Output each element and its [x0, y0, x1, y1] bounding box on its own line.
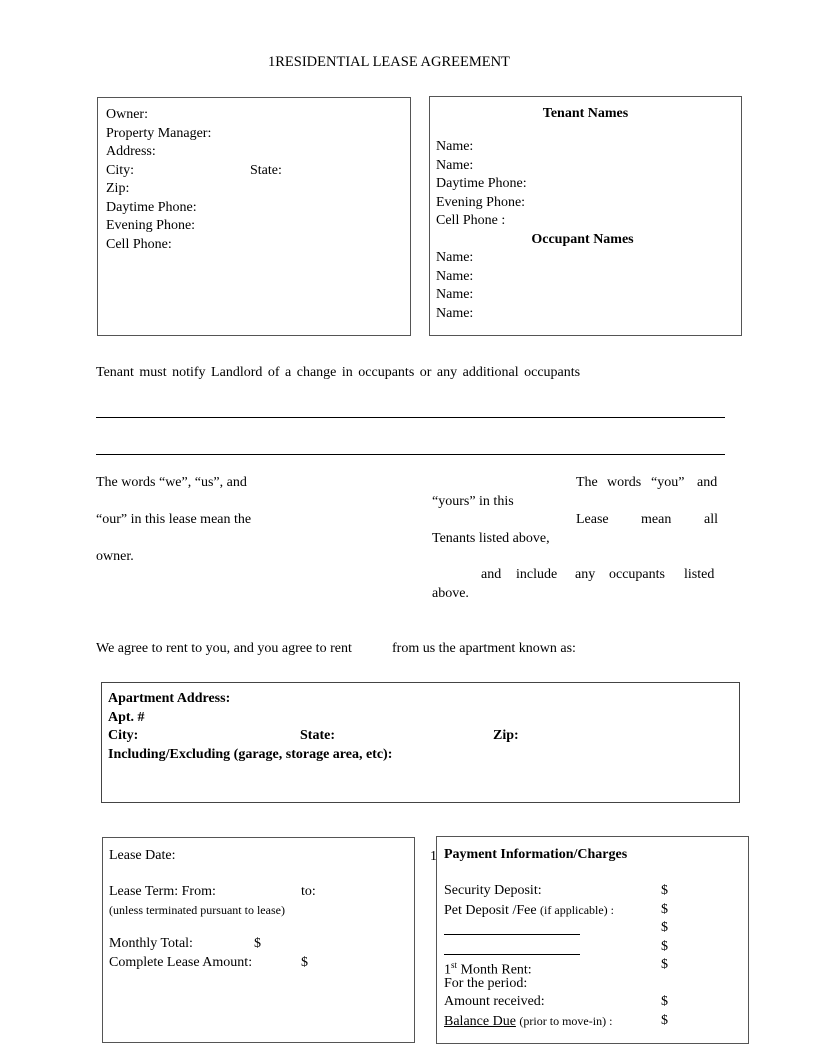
lease-date-label: Lease Date:	[109, 848, 176, 863]
lease-term-from-label: Lease Term: From:	[109, 884, 216, 899]
words-right-line-1a: The	[576, 475, 598, 490]
words-right-line-1d: and	[697, 475, 718, 490]
words-right-line-2: “yours” in this	[432, 494, 514, 509]
tenant-cell-phone-label: Cell Phone :	[436, 213, 506, 228]
words-right-line-1b: words	[607, 475, 642, 490]
words-left-line-3: owner.	[96, 549, 134, 564]
page-title: 1RESIDENTIAL LEASE AGREEMENT	[268, 54, 510, 70]
lease-info-box	[102, 837, 415, 1043]
cell-phone-label: Cell Phone:	[106, 236, 172, 252]
words-right-line-3a: Lease	[576, 512, 609, 527]
occupant-names-heading: Occupant Names	[531, 231, 634, 247]
custom-charge-line-1[interactable]	[444, 934, 580, 935]
words-right-line-5d: occupants	[609, 567, 665, 582]
words-right-line-5e: listed	[684, 567, 715, 582]
city-label: City:	[106, 162, 135, 178]
tenant-names-heading: Tenant Names	[542, 106, 629, 121]
occupant-name-3-label: Name:	[436, 287, 474, 302]
occupant-name-2-label: Name:	[436, 268, 474, 284]
words-right-line-5a: and	[481, 567, 502, 582]
payment-info-box	[436, 836, 749, 1044]
for-the-period-label: For the period:	[444, 975, 528, 991]
monthly-total-label: Monthly Total:	[109, 936, 193, 951]
address-label: Address:	[106, 144, 156, 159]
security-deposit-label: Security Deposit:	[444, 883, 542, 898]
security-deposit-dollar: $	[661, 883, 668, 898]
words-right-line-5c: any	[575, 567, 596, 582]
unless-terminated-note: (unless terminated pursuant to lease)	[109, 903, 285, 917]
words-right-line-1c: “you”	[651, 475, 685, 490]
complete-lease-dollar: $	[301, 954, 308, 970]
first-month-text: Month Rent:	[457, 962, 532, 978]
pet-deposit-note: (if applicable) :	[540, 902, 615, 917]
complete-lease-amount-label: Complete Lease Amount:	[109, 954, 253, 970]
pet-deposit-text: Pet Deposit /Fee	[444, 902, 537, 918]
tenant-info-box	[429, 96, 742, 336]
apartment-city-label: City:	[108, 728, 139, 743]
tenant-evening-phone-label: Evening Phone:	[436, 194, 526, 210]
words-right-line-3b: mean	[641, 512, 672, 527]
words-right-line-6: above.	[432, 586, 469, 601]
first-month-dollar: $	[661, 957, 668, 972]
agree-text-2: from us the apartment known as:	[392, 641, 576, 656]
words-right-line-4: Tenants listed above,	[432, 531, 550, 546]
footnote-marker: 1	[430, 849, 437, 864]
tenant-daytime-phone-label: Daytime Phone:	[436, 176, 527, 191]
custom-charge-line-2[interactable]	[444, 954, 580, 955]
apartment-zip-label: Zip:	[493, 728, 519, 743]
apartment-address-label: Apartment Address:	[108, 691, 231, 706]
balance-due-note: (prior to move-in) :	[519, 1013, 613, 1028]
occupant-name-4-label: Name:	[436, 305, 474, 321]
amount-received-label: Amount received:	[444, 994, 545, 1009]
owner-info-box	[97, 97, 411, 336]
custom-charge-1-dollar: $	[661, 920, 668, 935]
daytime-phone-label: Daytime Phone:	[106, 199, 197, 215]
occupant-name-1-label: Name:	[436, 250, 474, 265]
amount-received-dollar: $	[661, 994, 668, 1009]
custom-charge-2-dollar: $	[661, 938, 668, 954]
apartment-box	[101, 682, 740, 803]
words-left-line-2: “our” in this lease mean the	[96, 512, 252, 527]
words-right-line-5b: include	[516, 567, 558, 582]
state-label: State:	[250, 162, 282, 178]
monthly-total-dollar: $	[254, 936, 261, 951]
lease-term-to-label: to:	[301, 884, 316, 899]
apartment-state-label: State:	[300, 728, 335, 743]
words-right-line-3c: all	[704, 512, 718, 527]
pet-deposit-label	[444, 901, 614, 921]
owner-label: Owner:	[106, 107, 148, 122]
words-left-line-1: The words “we”, “us”, and	[96, 475, 247, 490]
payment-heading: Payment Information/Charges	[444, 847, 628, 862]
occupant-line-1[interactable]	[96, 417, 725, 418]
balance-due-dollar: $	[661, 1012, 668, 1028]
including-excluding-label: Including/Excluding (garage, storage area, etc):	[108, 746, 393, 762]
first-month-suffix: st	[451, 960, 458, 970]
agree-text: We agree to rent to you, and you agree to rent	[96, 641, 352, 656]
pet-deposit-dollar: $	[661, 901, 668, 917]
first-month-number: 1	[444, 962, 451, 978]
balance-due-text: Balance Due	[444, 1013, 516, 1029]
tenant-name-2-label: Name:	[436, 157, 474, 173]
zip-label: Zip:	[106, 181, 130, 196]
tenant-name-1-label: Name:	[436, 139, 474, 154]
property-manager-label: Property Manager:	[106, 125, 212, 141]
apt-number-label: Apt. #	[108, 709, 145, 725]
balance-due-label	[444, 1012, 612, 1032]
notify-text: Tenant must notify Landlord of a change in occupants or any additional occupants	[96, 365, 581, 380]
evening-phone-label: Evening Phone:	[106, 218, 196, 233]
occupant-line-2[interactable]	[96, 454, 725, 455]
